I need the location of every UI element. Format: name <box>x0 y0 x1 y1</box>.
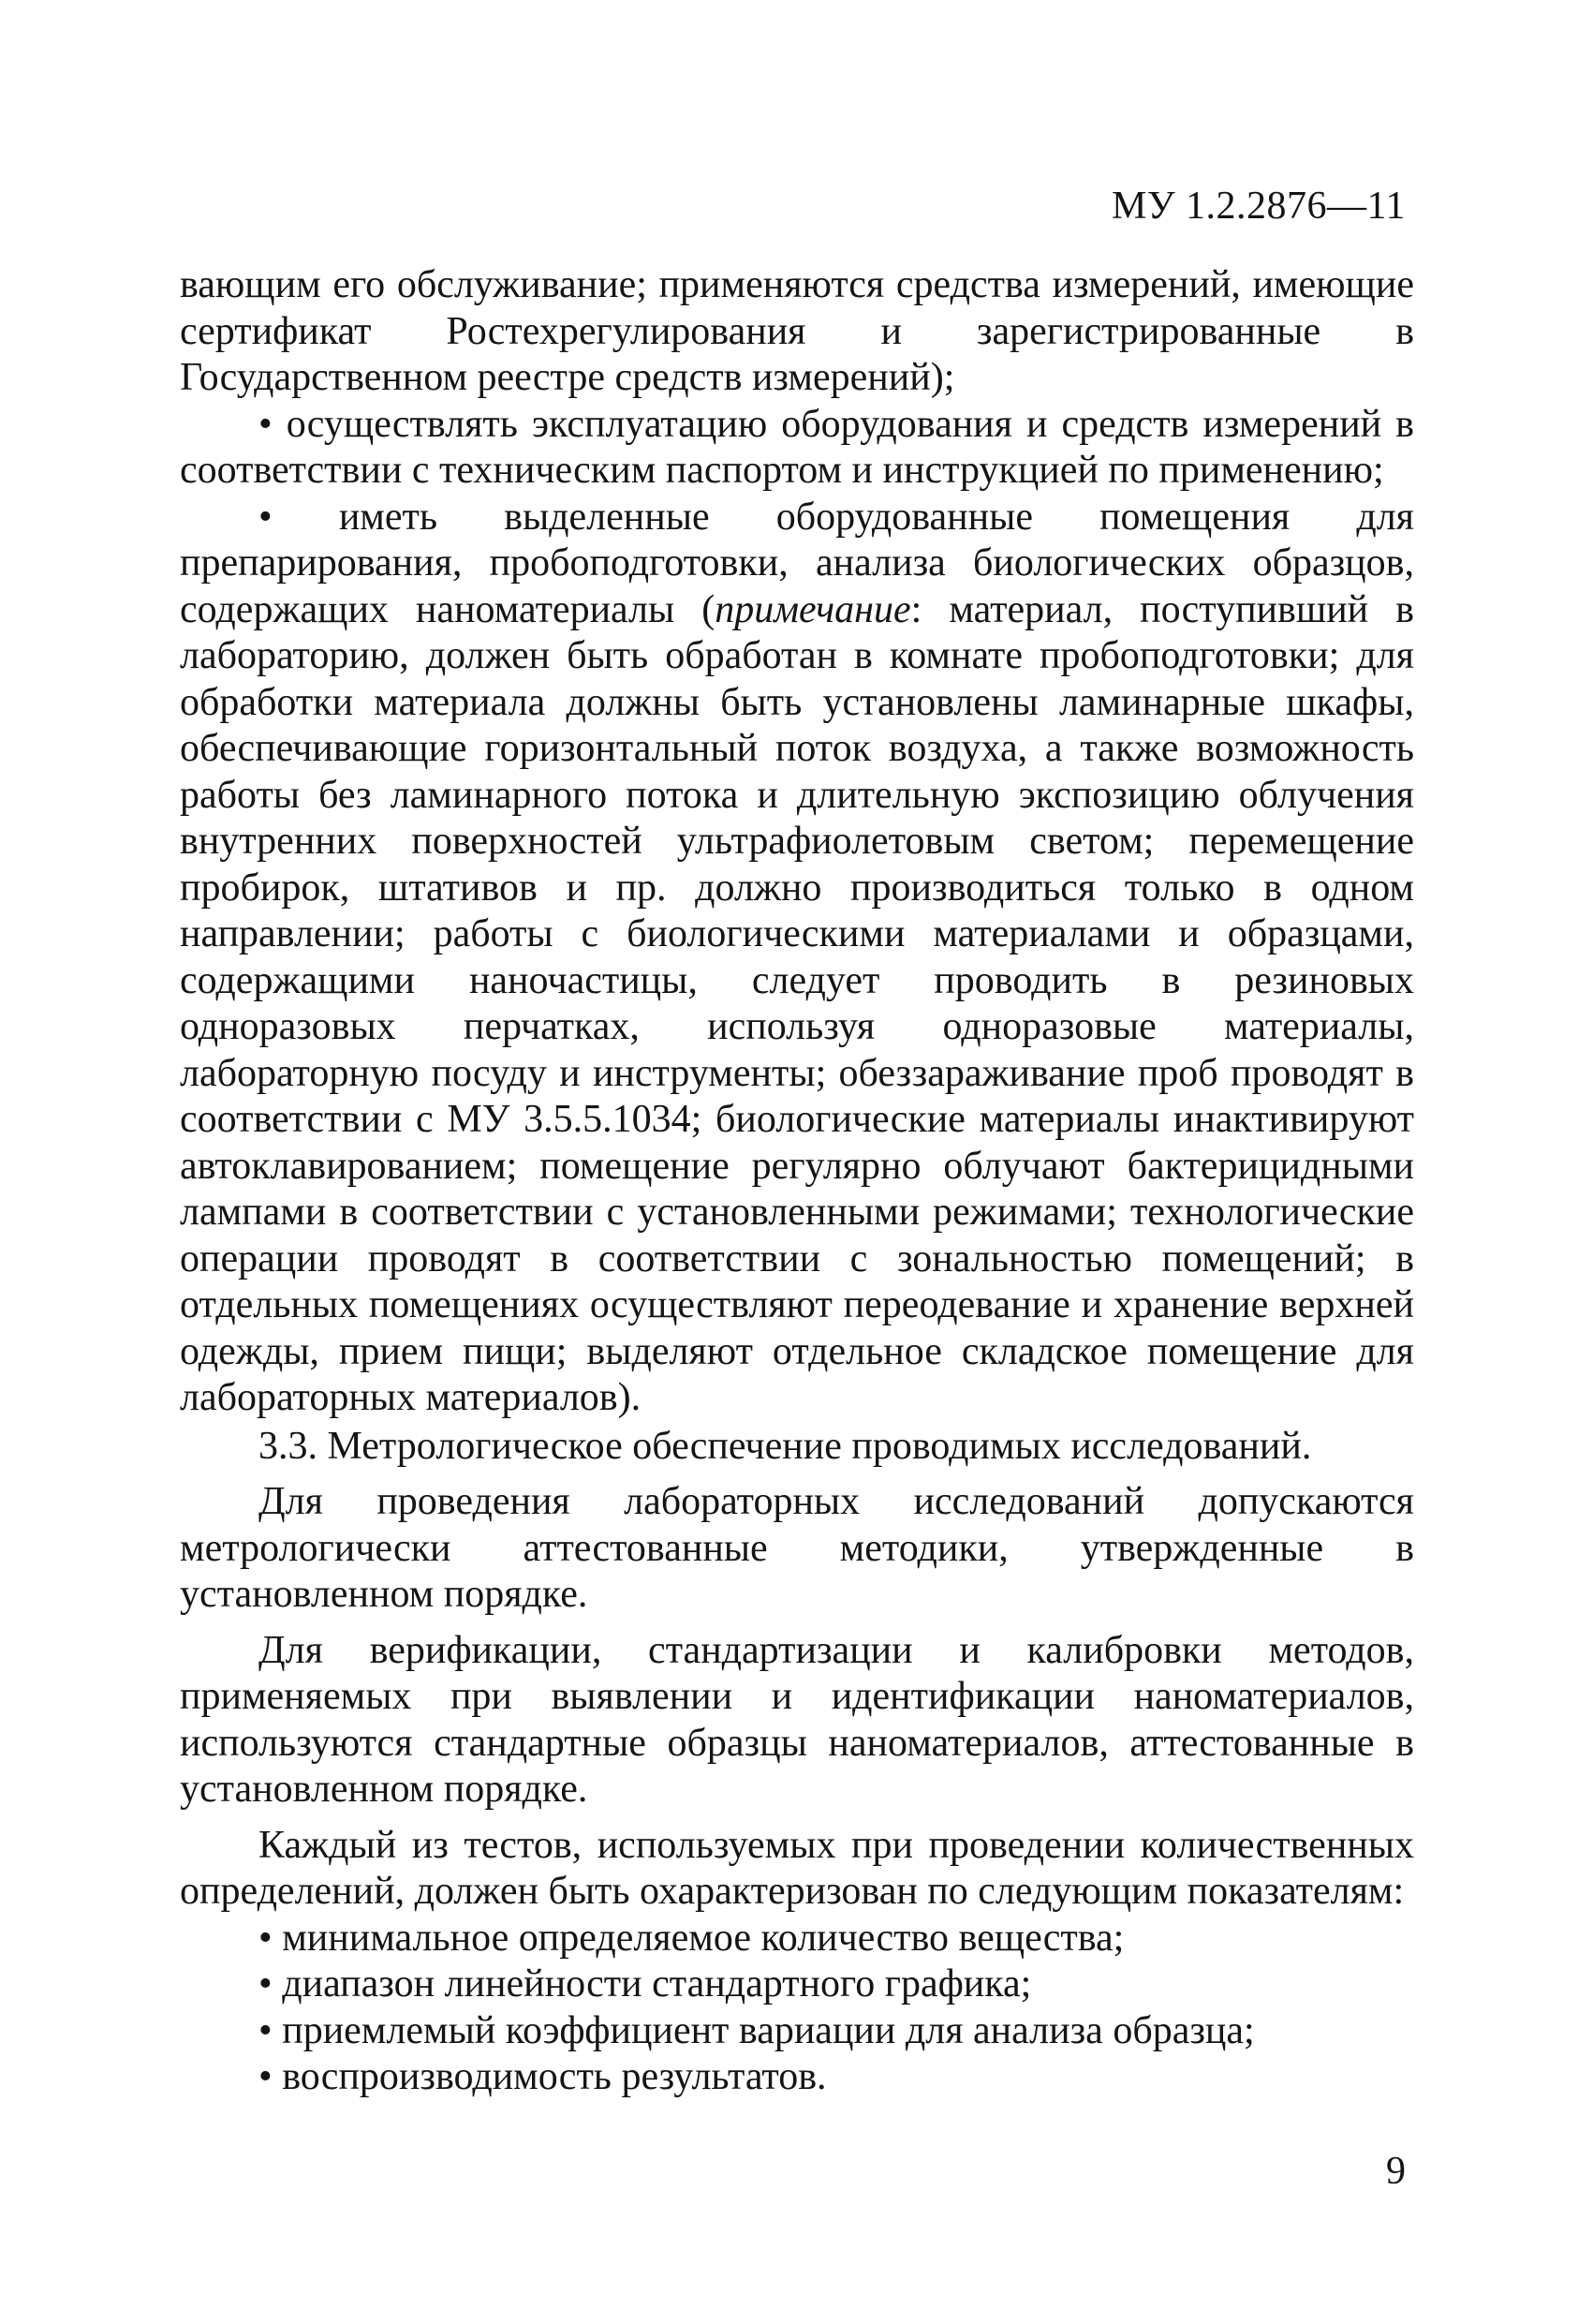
document-code-header: МУ 1.2.2876—11 <box>1111 185 1406 228</box>
bullet-premises-start: иметь выделенные оборудованные помещения для препарирования, пробоподготовки, анализа биологических образцов, содержащих наноматериалы ( <box>180 495 1414 631</box>
list-item: • минимальное определяемое количество вещества; <box>180 1916 1414 1962</box>
list-item: • приемлемый коэффициент вариации для анализа образца; <box>180 2008 1414 2055</box>
bullet-premises-rest: : материал, поступивший в лабораторию, должен быть обработан в комнате пробоподготовки; для обработки материала должны быть установлены ламинарные шкафы, обеспечивающие горизонтальный поток воздуха, а также возможность работы без ламинарного потока и длительную экспозицию облучения внутренних поверхностей ультрафиолетовым светом; перемещение пробирок, штативов и пр. должно производиться только в одном направлении; работы с биологическими материалами и образцами, содержащими наночастицы, следует проводить в резиновых одноразовых перчатках, используя одноразовые материалы, лабораторную посуду и инструменты; обеззараживание проб проводят в соответствии с МУ 3.5.5.1034; биологические материалы инактивируют автоклавированием; помещение регулярно облучают бактерицидными лампами в соответствии с установленными режимами; технологические операции проводят в соответствии с зональностью помещений; в отдельных помещениях осуществляют переодевание и хранение верхней одежды, прием пищи; выделяют отдельное складское помещение для лабораторных материалов). <box>180 587 1414 1419</box>
list-item: • диапазон линейности стандартного графика; <box>180 1961 1414 2008</box>
bullet-item-equipment: • осуществлять эксплуатацию оборудования и средств измерений в соответствии с техническим паспортом и инструкцией по применению; <box>180 402 1414 495</box>
note-label: примечание <box>715 587 911 631</box>
page-body <box>180 262 1414 2101</box>
bullet-item-premises <box>180 495 1414 1422</box>
list-item: • воспроизводимость результатов. <box>180 2054 1414 2101</box>
page-number: 9 <box>1386 2150 1406 2193</box>
section-heading: 3.3. Метрологическое обеспечение проводимых исследований. <box>258 1424 1312 1468</box>
paragraph-tests: Каждый из тестов, используемых при проведении количественных определений, должен быть охарактеризован по следующим показателям: <box>180 1823 1414 1913</box>
paragraph-methods: Для проведения лабораторных исследований допускаются метрологически аттестованные методики, утвержденные в установленном порядке. <box>180 1480 1414 1616</box>
paragraph-continuation: вающим его обслуживание; применяются средства измерений, имеющие сертификат Ростехрегулирования и зарегистрированные в Государственном реестре средств измерений); <box>180 263 1414 399</box>
paragraph-standards: Для верификации, стандартизации и калибровки методов, применяемых при выявлении и идентификации наноматериалов, используются стандартные образцы наноматериалов, аттестованные в установленном порядке. <box>180 1628 1414 1811</box>
